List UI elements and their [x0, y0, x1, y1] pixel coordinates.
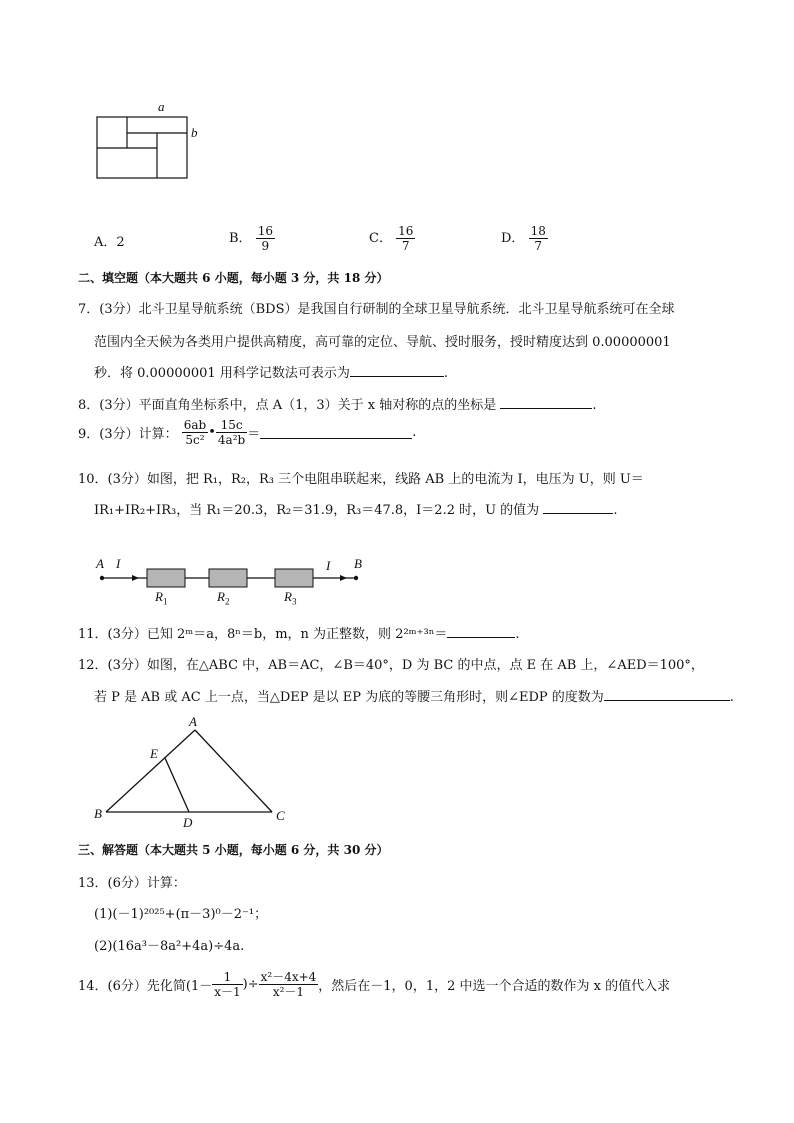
q10-end: .: [613, 503, 618, 518]
q9-f1-denominator: 5c²: [185, 433, 205, 447]
circuit-label-I-left: I: [116, 556, 121, 571]
q11-line: [78, 623, 520, 642]
q14-f1-numerator: 1: [212, 970, 242, 985]
q14-fraction-1: [212, 970, 242, 999]
q14-close: )÷: [242, 977, 259, 992]
q14-f1-denominator: x－1: [214, 985, 241, 999]
section-heading-fill-in: 二、填空题（本大题共 6 小题，每小题 3 分，共 18 分）: [78, 271, 389, 285]
option-d-fraction: [529, 224, 548, 253]
triangle-label-A: A: [189, 714, 197, 729]
q10-answer-blank[interactable]: [543, 502, 613, 514]
option-d: [501, 224, 548, 253]
option-d-numerator: 18: [530, 224, 546, 238]
q11-text: 11．(3分）已知 2ᵐ＝a，8ⁿ＝b，m，n 为正整数，则 2²ᵐ⁺³ⁿ＝: [78, 627, 448, 642]
q7-end: .: [443, 366, 448, 381]
triangle-label-E: E: [150, 746, 158, 761]
q9-f1-numerator: 6ab: [183, 418, 207, 432]
option-c-denominator: 7: [401, 239, 410, 253]
q7-line3: [94, 362, 448, 381]
q9-dot: •: [208, 425, 216, 440]
option-b-fraction: [256, 224, 275, 253]
q8-line: [78, 394, 597, 413]
triangle-label-B: B: [94, 806, 102, 821]
q14-f2-numerator: x²－4x+4: [260, 970, 317, 984]
q9-f2-numerator: 15c: [216, 418, 247, 433]
r3-letter: R: [284, 589, 292, 604]
q10-line1: 10．(3分）如图，把 R₁，R₂，R₃ 三个电阻串联起来，线路 AB 上的电流为 I，电压为 U，则 U＝: [78, 472, 644, 487]
circuit-diagram: [94, 554, 374, 610]
q14-line: [78, 970, 670, 999]
triangle-label-D: D: [183, 815, 193, 830]
square-figure: [94, 100, 204, 182]
circuit-label-R1: [155, 589, 167, 607]
q7-line2: 范围内全天候为各类用户提供高精度，高可靠的定位、导航、授时服务，授时精度达到 0.00000001: [94, 335, 671, 350]
q14-prefix: 14．(6分）先化简: [78, 979, 186, 994]
option-c-letter: C．: [369, 231, 392, 246]
q14-f2-denominator: x²－1: [272, 985, 305, 999]
q8-answer-blank[interactable]: [500, 397, 592, 409]
q11-answer-blank[interactable]: [447, 626, 515, 638]
q9-answer-blank[interactable]: [260, 427, 412, 439]
option-c-numerator: 16: [398, 224, 414, 238]
q12-line1: 12．(3分）如图，在△ABC 中，AB＝AC，∠B＝40°，D 为 BC 的中点，点 E 在 AB 上，∠AED＝100°，: [78, 658, 704, 673]
option-b-numerator: 16: [257, 224, 273, 238]
r2-subscript: 2: [224, 596, 230, 607]
label-b: b: [191, 125, 198, 140]
q7-line1: 7．(3分）北斗卫星导航系统（BDS）是我国自行研制的全球卫星导航系统．北斗卫星导航系统可在全球: [78, 302, 675, 317]
q8-text: 8．(3分）平面直角坐标系中，点 A（1，3）关于 x 轴对称的点的坐标是: [78, 398, 497, 413]
r1-subscript: 1: [162, 596, 168, 607]
q12-line2-text: 若 P 是 AB 或 AC 上一点，当△DEP 是以 EP 为底的等腰三角形时，则∠EDP 的度数为: [94, 690, 604, 705]
q9-fraction-1: [182, 418, 208, 447]
circuit-label-A: A: [96, 556, 104, 571]
option-d-denominator: 7: [534, 239, 543, 253]
q9-f2-denominator: 4a²b: [217, 433, 246, 447]
q11-end: .: [515, 627, 520, 642]
q9-prefix: 9．(3分）计算：: [78, 427, 178, 442]
q14-open: (1－: [185, 979, 213, 994]
q14-fraction-2: [259, 970, 319, 999]
option-c-fraction: [396, 224, 415, 253]
circuit-label-R3: [284, 589, 296, 607]
option-a-letter: A．: [94, 235, 117, 250]
q10-line2: [94, 499, 617, 518]
q10-line2-text: IR₁+IR₂+IR₃，当 R₁＝20.3，R₂＝31.9，R₃＝47.8，I＝2.2 时，U 的值为: [94, 503, 540, 518]
q13-part2: (2)(16a³－8a²+4a)÷4a.: [94, 939, 245, 954]
option-a-value: 2: [116, 235, 125, 250]
section-heading-solutions: 三、解答题（本大题共 5 小题，每小题 6 分，共 30 分）: [78, 843, 389, 857]
q9-equals: ＝: [247, 427, 261, 442]
q7-answer-blank[interactable]: [350, 365, 444, 377]
option-b: [229, 224, 275, 253]
r1-letter: R: [155, 589, 163, 604]
q12-line2: [94, 686, 734, 705]
circuit-label-R2: [217, 589, 229, 607]
q13-part1: (1)(－1)²⁰²⁵+(π－3)⁰－2⁻¹；: [94, 907, 268, 922]
triangle-label-C: C: [276, 808, 285, 823]
option-c: [369, 224, 415, 253]
q13-heading: 13．(6分）计算：: [78, 876, 186, 891]
q8-end: .: [592, 398, 597, 413]
option-b-letter: B．: [229, 231, 252, 246]
r3-subscript: 3: [291, 596, 297, 607]
q9-end: .: [412, 425, 417, 440]
circuit-label-I-right: I: [326, 558, 331, 573]
r2-letter: R: [217, 589, 225, 604]
option-d-letter: D．: [501, 231, 525, 246]
q9-fraction-2: [216, 418, 247, 447]
q12-answer-blank[interactable]: [604, 689, 730, 701]
q12-end: .: [729, 690, 734, 705]
square-diagram: [94, 100, 204, 182]
label-a: a: [158, 99, 165, 114]
q9-line: [78, 418, 416, 447]
option-a: [94, 231, 125, 250]
circuit-label-B: B: [354, 556, 362, 571]
option-b-denominator: 9: [261, 239, 270, 253]
q7-line3-text: 秒．将 0.00000001 用科学记数法可表示为: [94, 366, 350, 381]
circuit-figure: [94, 554, 374, 610]
q14-suffix: ，然后在－1，0，1，2 中选一个合适的数作为 x 的值代入求: [318, 979, 671, 994]
